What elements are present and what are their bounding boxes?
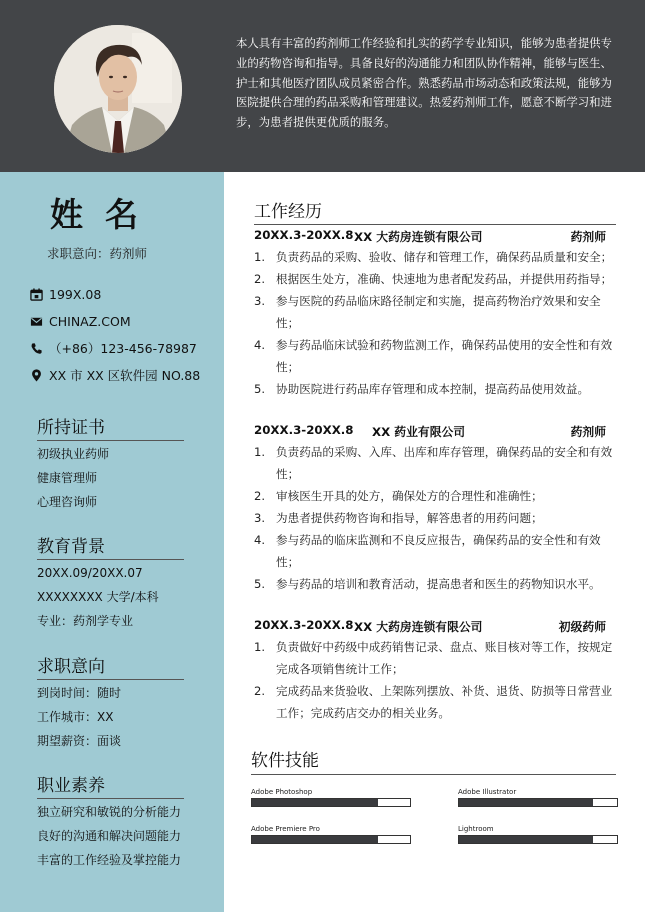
certificates-title: 所持证书 (37, 417, 184, 441)
experience-title: 工作经历 (254, 202, 322, 222)
duty-item: 1. 负责做好中药级中成药销售记录、盘点、账目核对等工作，按规定完成各项销售统计工作； (254, 640, 613, 676)
skill-bar-fill (252, 836, 378, 843)
job-role: 药剂师 (570, 230, 606, 244)
qualities-title: 职业素养 (37, 775, 184, 799)
skill-bar-fill (459, 836, 593, 843)
duty-item: 3. 为患者提供药物咨询和指导，解答患者的用药问题； (254, 511, 543, 525)
birth-date: 199X.08 (49, 286, 102, 302)
intention-item: 期望薪资：面谈 (37, 734, 122, 748)
job-objective: 求职意向：药剂师 (47, 246, 148, 261)
job-header (254, 228, 606, 246)
duty-item: 5. 协助医院进行药品库存管理和成本控制，提高药品使用效益。 (254, 382, 590, 396)
portrait-image (54, 25, 182, 153)
skill-bar (458, 835, 618, 844)
calendar-icon (30, 288, 43, 301)
phone-text[interactable]: （+86）123-456-78987 (49, 341, 197, 356)
duty-item: 2. 审核医生开具的处方，确保处方的合理性和准确性； (254, 489, 543, 503)
duty-item: 1. 负责药品的采购、入库、出库和库存管理，确保药品的安全和有效性； (254, 445, 613, 481)
skills-divider (251, 774, 616, 775)
certificate-item: 健康管理师 (37, 471, 98, 485)
address-text: XX 市 XX 区软件园 NO.88 (49, 368, 201, 383)
education-school: XXXXXXXX 大学/本科 (37, 590, 159, 604)
job-duties (254, 246, 614, 400)
job-company: XX 药业有限公司 (372, 425, 466, 439)
skill-bar (251, 798, 411, 807)
skills-title: 软件技能 (251, 751, 319, 771)
address-row (30, 366, 200, 384)
intention-title: 求职意向 (37, 656, 184, 680)
job-company: XX 大药房连锁有限公司 (354, 620, 483, 634)
job-role: 药剂师 (570, 425, 606, 439)
skill-label: Lightroom (458, 825, 494, 833)
skill-bar-fill (252, 799, 378, 806)
skill-bar (251, 835, 411, 844)
phone-row (30, 339, 197, 357)
job-role: 初级药师 (558, 620, 606, 634)
duty-item: 4. 参与药品的临床监测和不良反应报告，确保药品的安全性和有效性； (254, 533, 601, 569)
skill-label: Adobe Photoshop (251, 788, 313, 796)
skill-lightroom (458, 825, 618, 844)
profile-summary: 本人具有丰富的药剂师工作经验和扎实的药学专业知识，能够为患者提供专业的药物咨询和指导。具备良好的沟通能力和团队协作精神，能够与医生、护士和其他医疗团队成员紧密合作。熟悉药品市场动态和政策法规，能够为医院提供合理的药品采购和管理建议。热爱药剂师工作，愿意不断学习和进步，为患者提供更优质的服务。 (236, 36, 612, 130)
certificate-item: 初级执业药师 (37, 447, 110, 461)
job-dates: 20XX.3-20XX.8 (254, 423, 354, 437)
skill-label: Adobe Premiere Pro (251, 825, 320, 833)
header-banner (0, 0, 645, 172)
duty-item: 3. 参与医院的药品临床路径制定和实施，提高药物治疗效果和安全性； (254, 294, 601, 330)
email-row (30, 312, 131, 330)
candidate-name: 姓名 (50, 195, 160, 234)
profile-photo (54, 25, 182, 153)
job-company: XX 大药房连锁有限公司 (354, 230, 483, 244)
location-pin-icon (30, 369, 43, 382)
skill-label: Adobe Illustrator (458, 788, 517, 796)
intention-item: 工作城市：XX (37, 710, 114, 724)
birth-row (30, 285, 101, 303)
education-major: 专业：药剂学专业 (37, 614, 134, 628)
education-dates: 20XX.09/20XX.07 (37, 566, 143, 580)
mail-icon (30, 315, 43, 328)
job-header (254, 618, 606, 636)
job-dates: 20XX.3-20XX.8 (254, 618, 354, 632)
email-text[interactable]: CHINAZ.COM (49, 313, 131, 329)
skill-bar-fill (459, 799, 593, 806)
skill-bar (458, 798, 618, 807)
skill-illustrator (458, 788, 618, 807)
job-dates: 20XX.3-20XX.8 (254, 228, 354, 242)
quality-item: 独立研究和敏锐的分析能力 (37, 805, 182, 819)
duty-item: 4. 参与药品临床试验和药物监测工作，确保药品使用的安全性和有效性； (254, 338, 613, 374)
education-title: 教育背景 (37, 536, 184, 560)
duty-item: 2. 根据医生处方，准确、快速地为患者配发药品，并提供用药指导； (254, 272, 613, 286)
experience-divider (254, 224, 616, 225)
skill-photoshop (251, 788, 411, 807)
duty-item: 5. 参与药品的培训和教育活动，提高患者和医生的药物知识水平。 (254, 577, 601, 591)
skill-premiere (251, 825, 411, 844)
quality-item: 丰富的工作经验及掌控能力 (37, 853, 182, 867)
duty-item: 1. 负责药品的采购、验收、储存和管理工作，确保药品质量和安全； (254, 250, 613, 264)
job-header (254, 423, 606, 441)
duty-item: 2. 完成药品来货验收、上架陈列摆放、补货、退货、防损等日常营业工作；完成药店交办的相关业务。 (254, 684, 613, 720)
job-duties (254, 636, 614, 724)
phone-icon (30, 342, 43, 355)
quality-item: 良好的沟通和解决问题能力 (37, 829, 182, 843)
certificate-item: 心理咨询师 (37, 495, 98, 509)
intention-item: 到岗时间：随时 (37, 686, 122, 700)
job-duties (254, 441, 614, 595)
